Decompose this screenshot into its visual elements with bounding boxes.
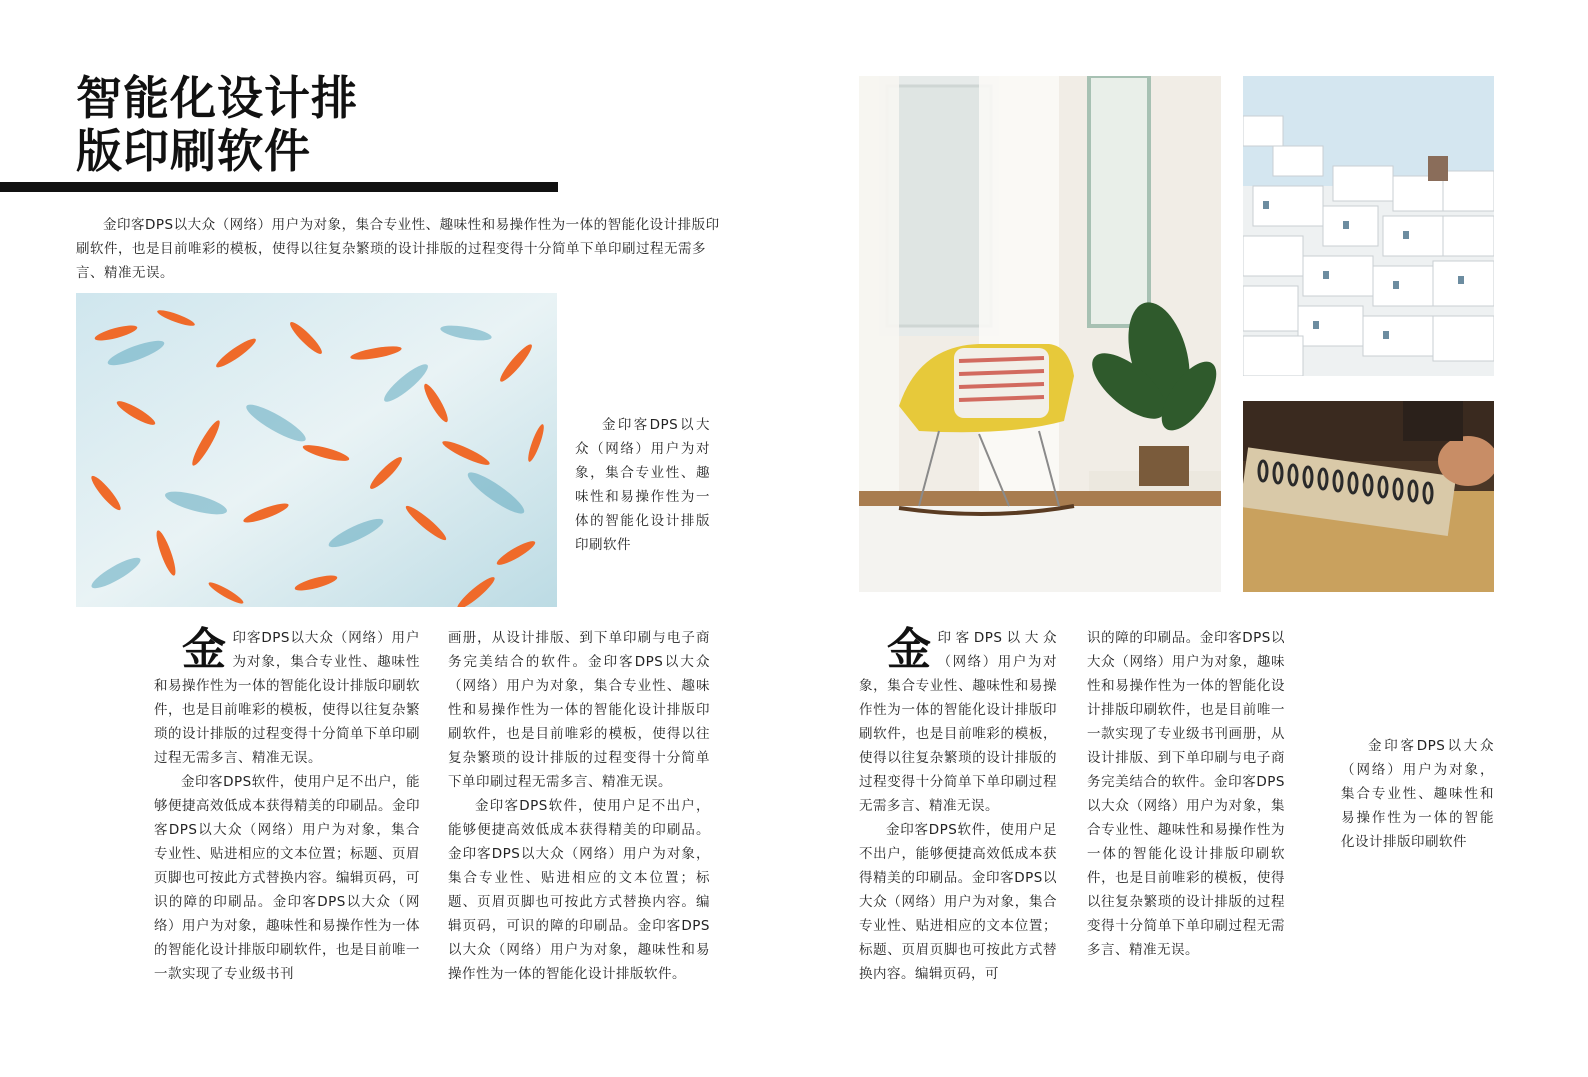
yellow-chair-photo: [859, 76, 1221, 592]
right-column-2: [1087, 626, 1285, 962]
notebook-photo: [1243, 401, 1494, 592]
right-column-1: [859, 626, 1057, 986]
title-rule: [0, 182, 558, 192]
title-line-1: 智能化设计排: [76, 71, 358, 125]
white-town-photo: [1243, 76, 1494, 376]
page-title: [76, 72, 416, 178]
title-line-2: 版印刷软件: [76, 124, 311, 178]
intro-paragraph: 金印客DPS以大众（网络）用户为对象，集合专业性、趣味性和易操作性为一体的智能化设计排版印刷软件，也是目前唯彩的模板，使得以往复杂繁琐的设计排版的过程变得十分简单下单印刷过程无需多言、精准无误。: [76, 217, 720, 281]
right-col2-para1: 识的障的印刷品。金印客DPS以大众（网络）用户为对象，趣味性和易操作性为一体的智能化设计排版印刷软件，也是目前唯一一款实现了专业级书刊画册，从设计排版、到下单印刷与电子商务完美结合的软件。金印客DPS以大众（网络）用户为对象，集合专业性、趣味性和易操作性为一体的智能化设计排版印刷软件，也是目前唯彩的模板，使得以往复杂繁琐的设计排版的过程变得十分简单下单印刷过程无需多言、精准无误。: [1087, 630, 1285, 958]
side-note-left: 金印客DPS以大众（网络）用户为对象，集合专业性、趣味性和易操作性为一体的智能化设计排版印刷软件: [575, 417, 710, 553]
right-col1-para1-text: 印客DPS以大众（网络）用户为对象，集合专业性、趣味性和易操作性为一体的智能化设计排版印刷软件，也是目前唯彩的模板，使得以往复杂繁琐的设计排版的过程变得十分简单下单印刷过程无需多言、精准无误。: [859, 630, 1057, 814]
left-column-2: [448, 626, 710, 986]
right-col1-para2: 金印客DPS软件，使用户足不出户，能够便捷高效低成本获得精美的印刷品。金印客DPS以大众（网络）用户为对象，集合专业性、贴进相应的文本位置；标题、页眉页脚也可按此方式替换内容。编辑页码，可: [859, 822, 1057, 982]
right-col1-para1: [859, 626, 1057, 818]
left-col1-para1-text: 印客DPS以大众（网络）用户为对象，集合专业性、趣味性和易操作性为一体的智能化设计排版印刷软件，也是目前唯彩的模板，使得以往复杂繁琐的设计排版的过程变得十分简单下单印刷过程无需多言、精准无误。: [154, 630, 420, 766]
goldfish-photo: [76, 293, 557, 607]
left-col1-para2: 金印客DPS软件，使用户足不出户，能够便捷高效低成本获得精美的印刷品。金印客DPS以大众（网络）用户为对象，集合专业性、贴进相应的文本位置；标题、页眉页脚也可按此方式替换内容。编辑页码，可识的障的印刷品。金印客DPS以大众（网络）用户为对象，趣味性和易操作性为一体的智能化设计排版印刷软件，也是目前唯一一款实现了专业级书刊: [154, 774, 420, 982]
side-note-right: 金印客DPS以大众（网络）用户为对象，集合专业性、趣味性和易操作性为一体的智能化设计排版印刷软件: [1341, 738, 1494, 850]
dropcap-left: 金: [182, 624, 227, 675]
dropcap-right: 金: [887, 624, 932, 675]
left-col1-para1: [154, 626, 420, 770]
left-column-1: [154, 626, 420, 986]
left-col2-para1: 画册，从设计排版、到下单印刷与电子商务完美结合的软件。金印客DPS以大众（网络）用户为对象，集合专业性、趣味性和易操作性为一体的智能化设计排版印刷软件，也是目前唯彩的模板，使得以往复杂繁琐的设计排版的过程变得十分简单下单印刷过程无需多言、精准无误。: [448, 630, 710, 790]
left-col2-para2: 金印客DPS软件，使用户足不出户，能够便捷高效低成本获得精美的印刷品。金印客DPS以大众（网络）用户为对象，集合专业性、贴进相应的文本位置；标题、页眉页脚也可按此方式替换内容。编辑页码，可识的障的印刷品。金印客DPS以大众（网络）用户为对象，趣味性和易操作性为一体的智能化设计排版软件。: [448, 798, 710, 982]
